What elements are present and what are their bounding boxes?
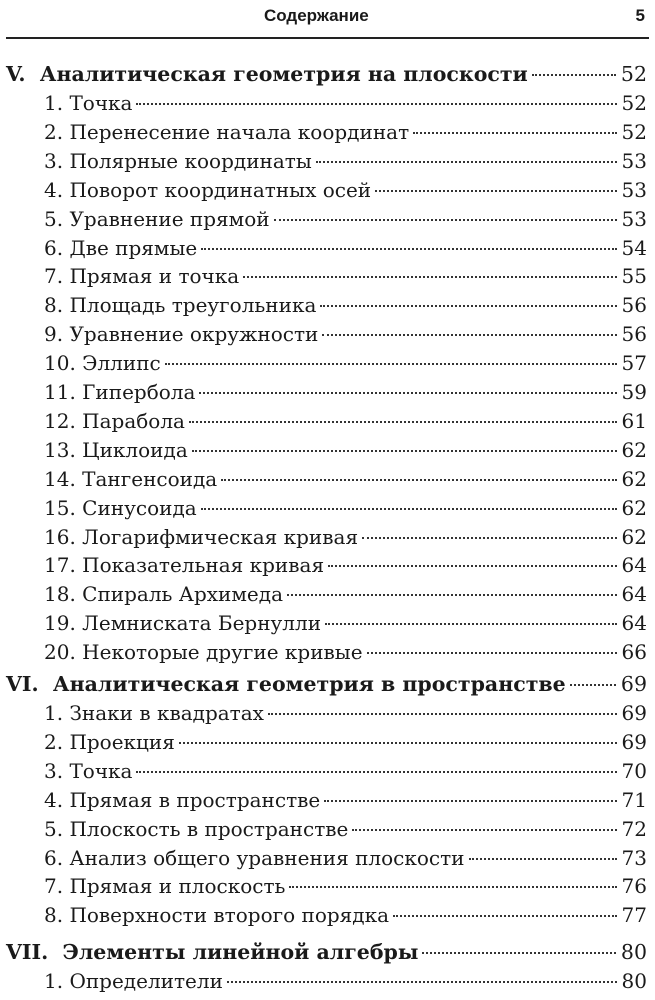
chapter-number: VI. (6, 672, 39, 696)
dot-leader (422, 952, 616, 954)
chapter-title (6, 60, 528, 88)
section-title: 15. Синусоида (44, 495, 197, 520)
section-title: 3. Точка (44, 758, 133, 783)
section-title: 1. Определители (44, 969, 223, 993)
toc-entry[interactable] (44, 407, 647, 435)
page-ref: 56 (621, 293, 647, 318)
toc-entry[interactable] (44, 89, 647, 117)
toc-entry[interactable] (44, 757, 647, 785)
page-ref: 52 (621, 91, 647, 115)
section-title: 18. Спираль Архимеда (44, 582, 283, 607)
page-ref: 69 (621, 729, 647, 754)
header-rule (6, 37, 649, 39)
section-title: 6. Анализ общего уравнения плоскости (44, 845, 465, 870)
toc-entry[interactable] (44, 523, 647, 551)
chapter-number: VII. (6, 940, 49, 964)
page-ref: 62 (621, 524, 647, 549)
section-title: 1. Знаки в квадратах (44, 701, 264, 725)
dot-leader (227, 981, 617, 983)
section-title: 16. Логарифмическая кривая (44, 524, 359, 549)
page-ref: 80 (620, 940, 647, 964)
toc-entry[interactable] (44, 967, 647, 995)
section-title: 10. Эллипс (44, 351, 161, 376)
page-ref: 64 (621, 582, 647, 607)
toc-entry[interactable] (44, 494, 647, 522)
page-ref: 66 (621, 640, 647, 665)
toc-entry[interactable] (44, 320, 647, 348)
section-title: 20. Некоторые другие кривые (44, 640, 363, 665)
section-title: 5. Плоскость в пространстве (44, 816, 349, 841)
toc-entry[interactable] (44, 118, 647, 146)
dot-leader (322, 334, 616, 336)
section-title: 6. Две прямые (44, 235, 198, 260)
dot-leader (165, 363, 617, 365)
page-ref: 62 (621, 437, 647, 462)
section-title: 8. Площадь треугольника (44, 293, 317, 318)
dot-leader (320, 305, 616, 307)
section-title: 3. Полярные координаты (44, 148, 312, 173)
dot-leader (375, 190, 616, 192)
dot-leader (192, 450, 617, 452)
toc-entry[interactable] (44, 234, 647, 262)
page-title: Содержание (264, 6, 369, 25)
page-ref: 55 (621, 264, 647, 289)
page-ref: 62 (621, 495, 647, 520)
page-ref: 52 (621, 119, 647, 144)
page-ref: 70 (621, 758, 647, 783)
section-title: 9. Уравнение окружности (44, 322, 319, 347)
page-ref: 52 (620, 62, 647, 86)
page-ref: 54 (621, 235, 647, 260)
toc-chapter[interactable] (6, 938, 647, 966)
section-title: 17. Показательная кривая (44, 553, 325, 578)
toc-entry[interactable] (44, 609, 647, 637)
toc-entry[interactable] (44, 147, 647, 175)
page-number: 5 (635, 6, 645, 25)
dot-leader (189, 421, 617, 423)
page-ref: 69 (620, 672, 647, 696)
dot-leader (324, 800, 616, 802)
toc-entry[interactable] (44, 580, 647, 608)
section-title: 19. Лемниската Бернулли (44, 611, 322, 636)
toc-entry[interactable] (44, 378, 647, 406)
section-title: 2. Проекция (44, 729, 175, 754)
page-ref: 61 (621, 408, 647, 433)
dot-leader (362, 537, 616, 539)
page-ref: 69 (621, 701, 647, 725)
toc-entry[interactable] (44, 728, 647, 756)
toc-entry[interactable] (44, 205, 647, 233)
toc-entry[interactable] (44, 901, 647, 929)
dot-leader (274, 219, 617, 221)
page-ref: 57 (621, 351, 647, 376)
dot-leader (199, 392, 616, 394)
chapter-number: V. (6, 62, 26, 86)
page-ref: 53 (621, 206, 647, 231)
toc-chapter[interactable] (6, 670, 647, 698)
section-title: 8. Поверхности второго порядка (44, 903, 390, 928)
dot-leader (221, 479, 616, 481)
chapter-title (6, 938, 418, 966)
chapter-name: Элементы линейной алгебры (62, 940, 419, 964)
section-title: 12. Парабола (44, 408, 185, 433)
dot-leader (289, 886, 616, 888)
page-ref: 59 (621, 380, 647, 404)
dot-leader (316, 161, 617, 163)
dot-leader (201, 508, 617, 510)
section-title: 14. Тангенсоида (44, 466, 218, 491)
section-title: 2. Перенесение начала координат (44, 119, 410, 144)
dot-leader (201, 248, 616, 250)
page-ref: 62 (621, 466, 647, 491)
section-title: 4. Поворот координатных осей (44, 177, 372, 202)
chapter-title (6, 670, 566, 698)
toc-chapter[interactable] (6, 60, 647, 88)
section-title: 7. Прямая и плоскость (44, 874, 286, 899)
dot-leader (570, 684, 616, 686)
section-title: 11. Гипербола (44, 380, 196, 404)
dot-leader (352, 829, 616, 831)
toc-entry[interactable] (44, 349, 647, 377)
toc-entry[interactable] (44, 465, 647, 493)
toc-entry[interactable] (44, 176, 647, 204)
section-title: 1. Точка (44, 91, 133, 115)
dot-leader (469, 858, 617, 860)
dot-leader (287, 594, 617, 596)
section-title: 13. Циклоида (44, 437, 188, 462)
page-ref: 72 (621, 816, 647, 841)
dot-leader (367, 652, 617, 654)
page-ref: 71 (621, 787, 647, 812)
chapter-name: Аналитическая геометрия на плоскости (39, 62, 528, 86)
dot-leader (325, 623, 616, 625)
toc-entry[interactable] (44, 786, 647, 814)
toc-entry[interactable] (44, 262, 647, 290)
chapter-name: Аналитическая геометрия в пространстве (52, 672, 566, 696)
toc-entry[interactable] (44, 872, 647, 900)
dot-leader (243, 276, 616, 278)
toc-entry[interactable] (44, 291, 647, 319)
page-ref: 76 (621, 874, 647, 899)
page-ref: 73 (621, 845, 647, 870)
toc-entry[interactable] (44, 844, 647, 872)
toc-entry[interactable] (44, 551, 647, 579)
toc-entry[interactable] (44, 436, 647, 464)
page-ref: 77 (621, 903, 647, 928)
dot-leader (136, 103, 616, 105)
page-ref: 64 (621, 553, 647, 578)
dot-leader (393, 915, 617, 917)
page-ref: 64 (621, 611, 647, 636)
running-head (0, 0, 655, 32)
dot-leader (328, 565, 616, 567)
page-ref: 80 (621, 969, 647, 993)
dot-leader (136, 771, 616, 773)
dot-leader (268, 713, 617, 715)
section-title: 4. Прямая в пространстве (44, 787, 321, 812)
page-ref: 53 (621, 148, 647, 173)
section-title: 5. Уравнение прямой (44, 206, 270, 231)
page-ref: 53 (621, 177, 647, 202)
page-ref: 56 (621, 322, 647, 347)
toc-entry[interactable] (44, 815, 647, 843)
toc-entry[interactable] (44, 638, 647, 666)
section-title: 7. Прямая и точка (44, 264, 240, 289)
dot-leader (532, 74, 616, 76)
dot-leader (413, 132, 616, 134)
dot-leader (179, 742, 617, 744)
toc-entry[interactable] (44, 699, 647, 727)
